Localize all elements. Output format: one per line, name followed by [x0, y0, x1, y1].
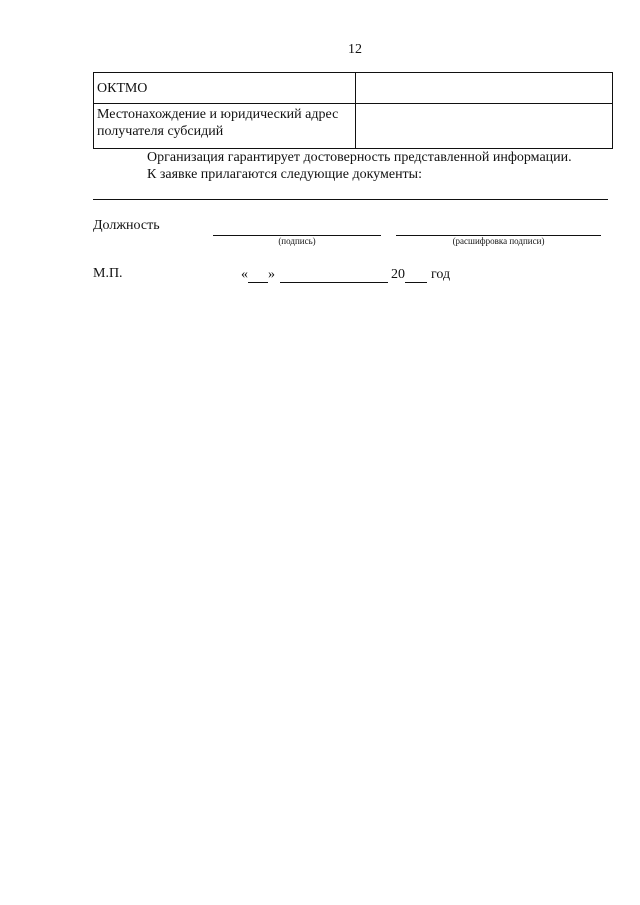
date-field: [241, 266, 450, 284]
address-value: [356, 104, 613, 149]
address-label: Местонахождение и юридический адрес получателя субсидий: [94, 104, 356, 149]
table-row: [94, 73, 613, 104]
attachments-blank-line: [93, 199, 608, 200]
year-prefix: 20: [391, 267, 405, 282]
signature-decode-caption: (расшифровка подписи): [452, 236, 545, 246]
year-suffix: год: [431, 267, 451, 282]
signature-caption: (подпись): [278, 236, 316, 246]
date-open-quote: «: [241, 267, 248, 282]
guarantee-statement: [147, 149, 617, 183]
stamp-place-label: М.П.: [93, 266, 123, 281]
page-number: 12: [348, 42, 362, 57]
table-row: [94, 104, 613, 149]
oktmo-label: ОКТМО: [94, 73, 356, 104]
position-label: Должность: [93, 218, 160, 233]
date-close-quote: »: [268, 267, 275, 282]
day-blank: [248, 266, 268, 283]
oktmo-value: [356, 73, 613, 104]
guarantee-text: Организация гарантирует достоверность представленной информации.: [147, 150, 572, 165]
attachments-heading: К заявке прилагаются следующие документы:: [147, 167, 422, 182]
month-blank: [280, 266, 388, 283]
year-blank: [405, 266, 427, 283]
recipient-info-table: [93, 72, 613, 149]
